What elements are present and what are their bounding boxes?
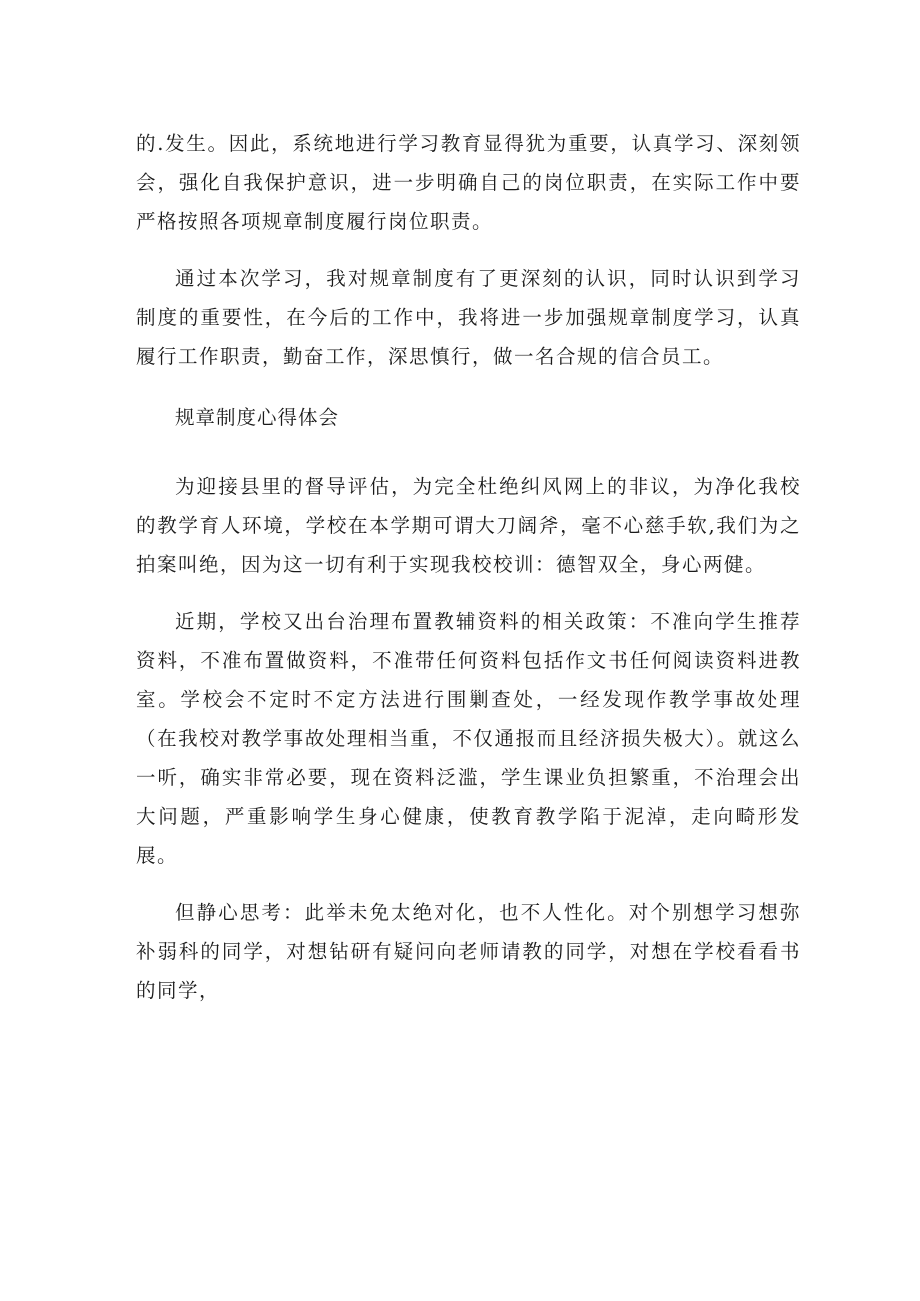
- paragraph-policy: 近期，学校又出台治理布置教辅资料的相关政策：不准向学生推荐资料，不准布置做资料，不准带任何资料包括作文书任何阅读资料进教室。学校会不定时不定方法进行围剿查处，一经发现作教学事故处理（在我校对教学事故处理相当重，不仅通报而且经济损失极大）。就这么一听，确实非常必要，现在资料泛滥，学生课业负担繁重，不治理会出大问题，严重影响学生身心健康，使教育教学陷于泥淖，走向畸形发展。: [136, 610, 801, 867]
- paragraph-continuation: 的.发生。因此，系统地进行学习教育显得犹为重要，认真学习、深刻领会，强化自我保护意识，进一步明确自己的岗位职责，在实际工作中要严格按照各项规章制度履行岗位职责。: [136, 132, 801, 233]
- paragraph-learning-summary: 通过本次学习，我对规章制度有了更深刻的认识，同时认识到学习制度的重要性，在今后的工作中，我将进一步加强规章制度学习，认真履行工作职责，勤奋工作，深思慎行，做一名合规的信合员工。: [136, 267, 801, 368]
- paragraph-evaluation: 为迎接县里的督导评估，为完全杜绝纠风网上的非议，为净化我校的教学育人环境，学校在本学期可谓大刀阔斧，毫不心慈手软,我们为之拍案叫绝，因为这一切有利于实现我校校训：德智双全，身心两健。: [136, 475, 801, 576]
- document-body: [136, 124, 801, 1028]
- paragraph-reflection: 但静心思考：此举未免太绝对化，也不人性化。对个别想学习想弥补弱科的同学，对想钻研有疑问向老师请教的同学，对想在学校看看书的同学，: [136, 901, 801, 1002]
- section-title: 规章制度心得体会: [175, 406, 340, 429]
